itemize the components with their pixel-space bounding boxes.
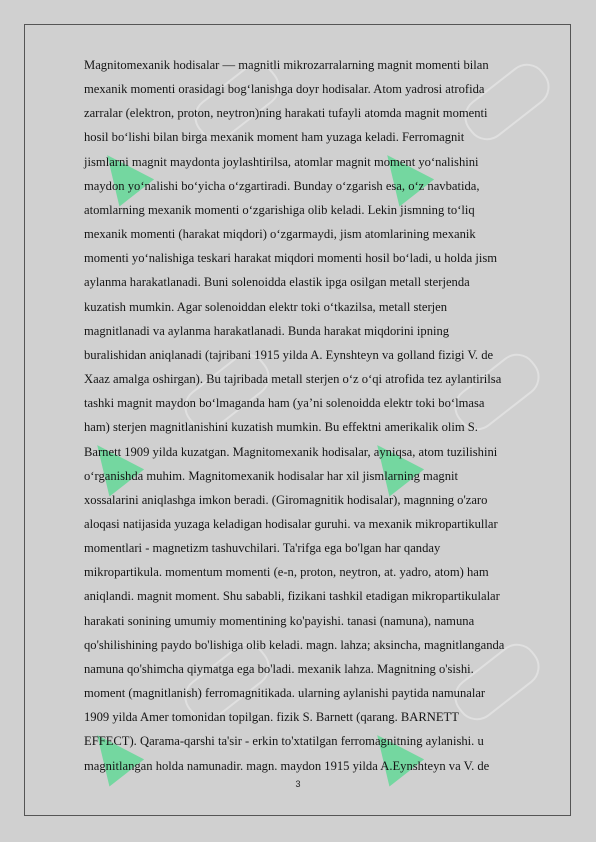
- text-line: moment (magnitlanish) ferromagnitikada. ularning aylanishi paytida namunalar: [84, 686, 486, 701]
- text-line: atomlarning mexanik momenti o‘zgarishiga olib keladi. Lekin jismning to‘liq: [84, 202, 475, 217]
- text-line: tashki magnit maydon bo‘lmaganda ham (ya’ni solenoidda elektr toki bo‘lmasa: [84, 396, 485, 411]
- text-line: Xaaz amalga oshirgan). Bu tajribada metall sterjen o‘z o‘qi atrofida tez aylantirilsa: [84, 372, 502, 387]
- text-line: mexanik momenti orasidagi bog‘lanishga doyr hodisalar. Atom yadrosi atrofida: [84, 82, 485, 97]
- text-line: mexanik momenti (harakat miqdori) o‘zgarmaydi, jism atomlarining mexanik: [84, 227, 476, 242]
- text-line: jismlarni magnit maydonta joylashtirilsa, atomlar magnit moment yo‘nalishini: [84, 154, 479, 169]
- text-line: harakati sonining umumiy momentining ko'payishi. tanasi (namuna), namuna: [84, 613, 475, 628]
- text-line: zarralar (elektron, proton, neytron)ning harakati tufayli atomda magnit momenti: [84, 106, 488, 121]
- text-line: buralishidan aniqlanadi (tajribani 1915 yilda A. Eynshteyn va golland fizigi V. de: [84, 347, 494, 362]
- text-line: aylanma harakatlanadi. Buni solenoidda elastik ipga osilgan metall sterjenda: [84, 275, 470, 290]
- text-line: momenti yo‘nalishiga teskari harakat miqdori momenti hosil bo‘ladi, u holda jism: [84, 251, 498, 266]
- text-line: momentlari - magnetizm tashuvchilari. Ta'rifga ega bo'lgan har qanday: [84, 541, 441, 556]
- text-line: aloqasi natijasida yuzaga keladigan hodisalar guruhi. va mexanik mikropartikullar: [84, 516, 498, 531]
- text-line: Barnett 1909 yilda kuzatgan. Magnitomexanik hodisalar, ayniqsa, atom tuzilishini: [84, 444, 498, 459]
- text-line: namuna qo'shimcha qiymatga ega bo'ladi. mexanik lahza. Magnitning o'sishi.: [84, 661, 474, 676]
- page-number: 3: [295, 779, 301, 789]
- text-line: 1909 yilda Amer tomonidan topilgan. fizik S. Barnett (qarang. BARNETT: [84, 710, 459, 725]
- body-text: [84, 53, 556, 778]
- text-line: EFFECT). Qarama-qarshi ta'sir - erkin to'xtatilgan ferromagnitning aylanishi. u: [84, 734, 484, 749]
- text-line: Magnitomexanik hodisalar — magnitli mikrozarralarning magnit momenti bilan: [84, 58, 489, 72]
- text-line: maydon yo‘nalishi bo‘yicha o‘zgartiradi. Bunday o‘zgarish esa, o‘z navbatida,: [84, 178, 480, 193]
- text-line: magnitlangan holda namunadir. magn. maydon 1915 yilda A.Eynshteyn va V. de: [84, 758, 490, 773]
- text-line: hosil bo‘lishi bilan birga mexanik moment ham yuzaga keladi. Ferromagnit: [84, 130, 465, 145]
- text-line: mikropartikula. momentum momenti (e-n, proton, neytron, at. yadro, atom) ham: [84, 565, 489, 580]
- text-line: magnitlanadi va aylanma harakatlanadi. Bunda harakat miqdorini ipning: [84, 323, 450, 338]
- text-line: ham) sterjen magnitlanishini kuzatish mumkin. Bu effektni amerikalik olim S.: [84, 420, 478, 435]
- text-line: qo'shilishining paydo bo'lishiga olib keladi. magn. lahza; aksincha, magnitlanganda: [84, 637, 505, 652]
- text-line: o‘rganishda muhim. Magnitomexanik hodisalar har xil jismlarning magnit: [84, 468, 459, 483]
- text-line: aniqlandi. magnit moment. Shu sababli, fizikani tashkil etadigan mikropartikulalar: [84, 589, 500, 604]
- text-line: xossalarini aniqlashga imkon beradi. (Giromagnitik hodisalar), magnning o'zaro: [84, 492, 488, 507]
- text-line: kuzatish mumkin. Agar solenoiddan elektr toki o‘tkazilsa, metall sterjen: [84, 299, 448, 314]
